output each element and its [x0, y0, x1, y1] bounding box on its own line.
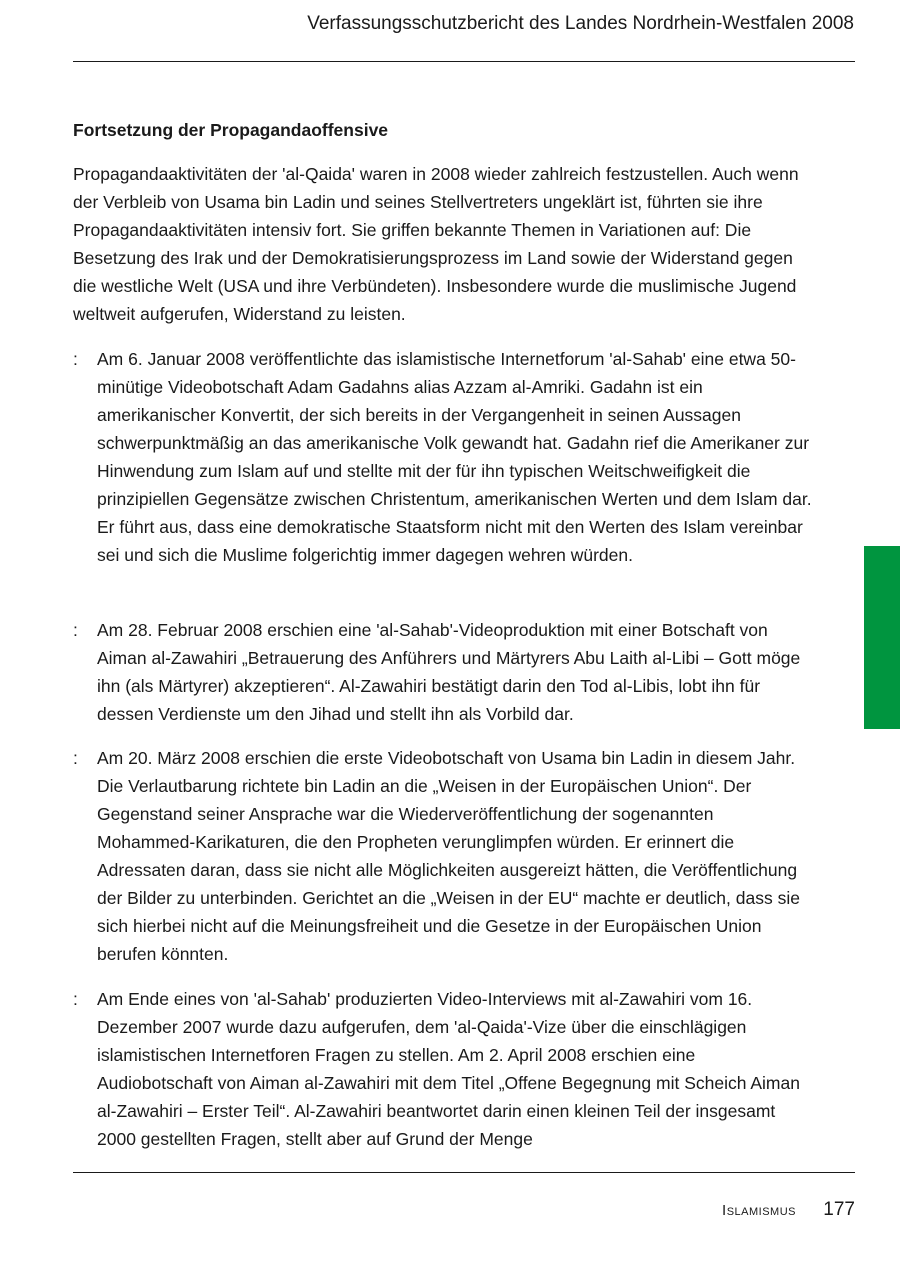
bullet-text: Am 28. Februar 2008 erschien eine 'al-Sahab'-Videoproduktion mit einer Botschaft von Aiman al-Zawahiri „Betrauerung des Anführers und Märtyrers Abu Laith al-Libi – Gott möge ihn (als Märtyrer) akzeptieren“. Al-Zawahiri bestätigt darin den Tod al-Libis, lobt ihn für dessen Verdienste um den Jihad und stellt ihn als Vorbild dar.	[97, 620, 801, 724]
bullet-marker: :	[73, 349, 78, 369]
bullet-text: Am 6. Januar 2008 veröffentlichte das islamistische Internetforum 'al-Sahab' eine etwa 50-minütige Videobotschaft Adam Gadahns alias Azzam al-Amriki. Gadahn ist ein amerikanischer Konvertit, der sich bereits in der Vergangenheit in seinen Aussagen schwerpunktmäßig an das amerikanische Volk gewandt hat. Gadahn rief die Amerikaner zur Hinwendung zum Islam auf und stellte mit der für ihn typischen Weitschweifigkeit die prinzipiellen Gegensätze zwischen Christentum, amerikanischen Werten und dem Islam dar. Er führt aus, dass eine demokratische Staatsform nicht mit den Werten des Islam vereinbar sei und sich die Muslime folgerichtig immer dagegen wehren würden.	[97, 349, 812, 565]
footer-divider	[73, 1172, 855, 1173]
footer-section-label: Islamismus	[722, 1202, 796, 1219]
bullet-text: Am 20. März 2008 erschien die erste Videobotschaft von Usama bin Ladin in diesem Jahr. Die Verlautbarung richtete bin Ladin an die „Weisen in der Europäischen Union“. Der Gegenstand seiner Ansprache war die Wiederveröffentlichung der sogenannten Mohammed-Karikaturen, die den Propheten verunglimpfen würden. Er erinnert die Adressaten daran, dass sie nicht alle Möglichkeiten ausgereizt hätten, die Veröffentlichung der Bilder zu unterbinden. Gerichtet an die „Weisen in der EU“ machte er deutlich, dass sie sich hierbei nicht auf die Meinungsfreiheit und die Gesetze in der Europäischen Union berufen könnten.	[97, 748, 800, 964]
page-number: 177	[823, 1199, 855, 1220]
chapter-tab-marker	[864, 546, 900, 729]
bullet-marker: :	[73, 620, 78, 640]
bullet-item	[73, 616, 813, 728]
bullet-item	[73, 345, 813, 569]
running-header: Verfassungsschutzbericht des Landes Nordrhein-Westfalen 2008	[307, 13, 854, 34]
header-divider	[73, 61, 855, 62]
intro-paragraph: Propagandaaktivitäten der 'al-Qaida' waren in 2008 wieder zahlreich festzustellen. Auch wenn der Verbleib von Usama bin Ladin und seines Stellvertreters ungeklärt ist, führten sie ihre Propagandaaktivitäten intensiv fort. Sie griffen bekannte Themen in Variationen auf: Die Besetzung des Irak und der Demokratisierungsprozess im Land sowie der Widerstand gegen die westliche Welt (USA und ihre Verbündeten). Insbesondere wurde die muslimische Jugend weltweit aufgerufen, Widerstand zu leisten.	[73, 164, 799, 324]
section-heading: Fortsetzung der Propagandaoffensive	[73, 120, 389, 140]
bullet-item	[73, 985, 813, 1153]
bullet-marker: :	[73, 748, 78, 768]
bullet-marker: :	[73, 989, 78, 1009]
bullet-item	[73, 744, 813, 968]
bullet-text: Am Ende eines von 'al-Sahab' produzierten Video-Interviews mit al-Zawahiri vom 16. Dezember 2007 wurde dazu aufgerufen, dem 'al-Qaida'-Vize über die einschlägigen islamistischen Internetforen Fragen zu stellen. Am 2. April 2008 erschien eine Audiobotschaft von Aiman al-Zawahiri mit dem Titel „Offene Begegnung mit Scheich Aiman al-Zawahiri – Erster Teil“. Al-Zawahiri beantwortet darin einen kleinen Teil der insgesamt 2000 gestellten Fragen, stellt aber auf Grund der Menge	[97, 989, 800, 1149]
